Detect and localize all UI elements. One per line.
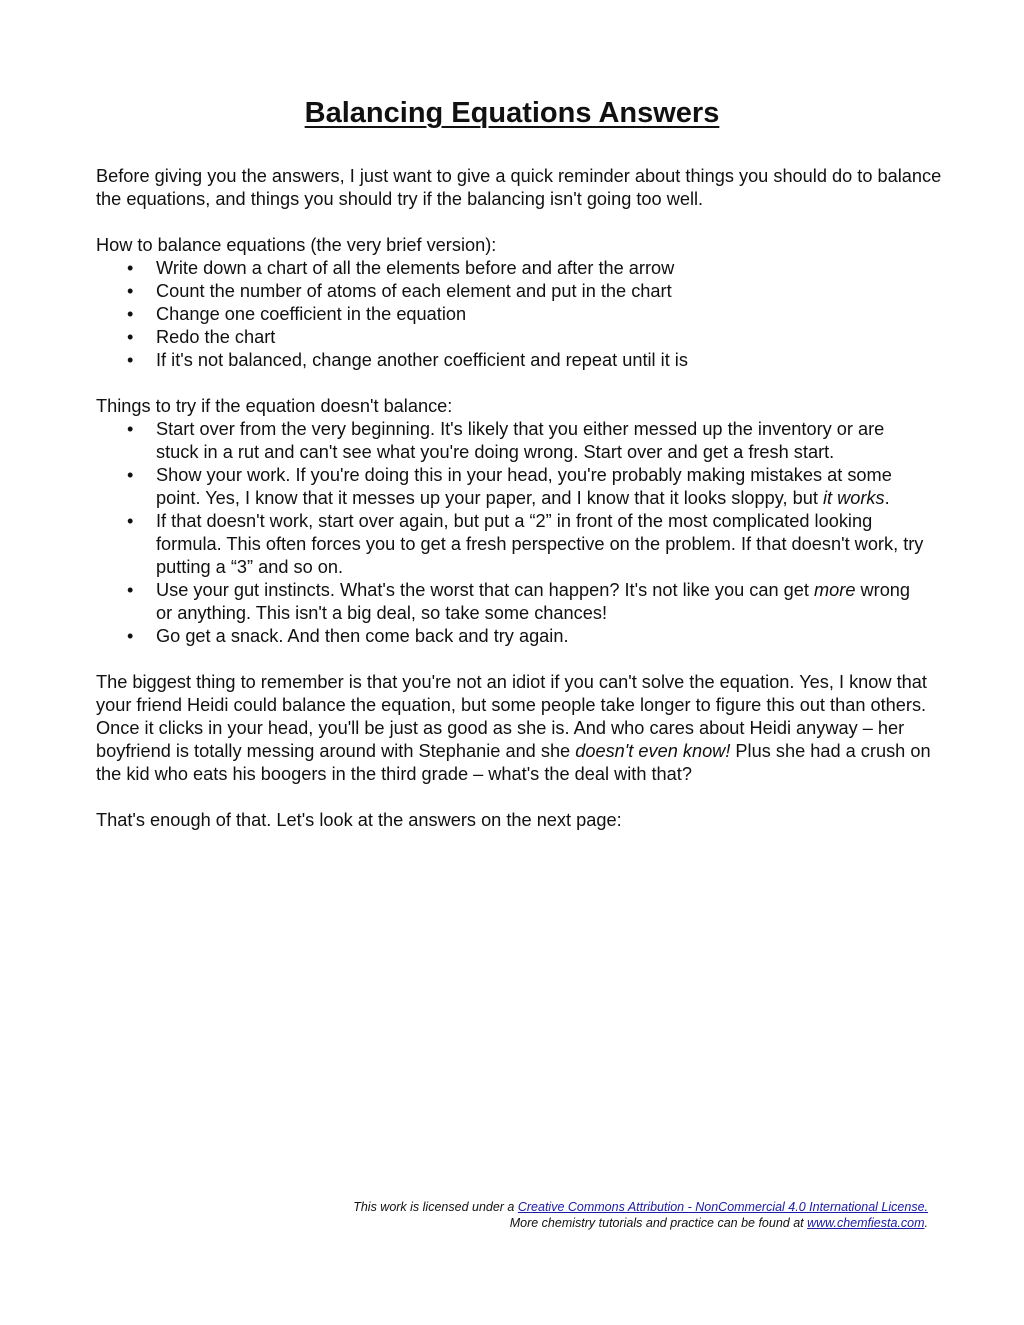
howto-item-text: Change one coefficient in the equation (156, 304, 467, 324)
closing-paragraph: That's enough of that. Let's look at the answers on the next page: (96, 810, 622, 830)
things-list-item (96, 510, 926, 579)
things-list (96, 418, 946, 648)
footer-line-site (353, 1215, 928, 1231)
things-list-item (96, 625, 926, 648)
document-body (96, 165, 946, 832)
things-item-text: wrong or anything. This isn't a big deal, so take some chances! (156, 580, 911, 623)
paragraph-text: The biggest thing to remember is that you're not an idiot if you can't solve the equation. Yes, I know that your friend Heidi could balance the equation, but some people take longer to figure this out than others. Once it clicks in your head, you'll be just as good as she is. And who cares about Heidi anyway – her boyfriend is totally messing around with Stephanie and she (96, 672, 927, 761)
howto-item-text: Redo the chart (156, 327, 276, 347)
howto-list-item (96, 349, 926, 372)
howto-list-item (96, 257, 926, 280)
footer-text: . (924, 1216, 928, 1230)
howto-item-text: Write down a chart of all the elements before and after the arrow (156, 258, 675, 278)
spacer (96, 648, 946, 671)
spacer (96, 372, 946, 395)
page-title: Balancing Equations Answers (304, 97, 720, 129)
spacer (96, 211, 946, 234)
license-link[interactable]: Creative Commons Attribution - NonCommercial 4.0 International License. (517, 1200, 928, 1214)
things-item-text: If that doesn't work, start over again, but put a “2” in front of the most complicated looking formula. This often forces you to get a fresh perspective on the problem. If that doesn't work, try putting a “3” and so on. (156, 511, 924, 577)
bullet-icon: • (127, 419, 134, 439)
things-list-item (96, 579, 926, 625)
things-list-item (96, 418, 926, 464)
emphasis-text: it works (822, 488, 885, 508)
emphasis-text: doesn't even know! (575, 741, 731, 761)
footer-text: This work is licensed under a (353, 1200, 518, 1214)
bullet-icon: • (127, 258, 134, 278)
howto-list (96, 257, 946, 372)
things-item-text: Show your work. If you're doing this in your head, you're probably making mistakes at some point. Yes, I know that it messes up your paper, and I know that it looks sloppy, but (156, 465, 892, 508)
bullet-icon: • (127, 580, 134, 600)
bullet-icon: • (127, 327, 134, 347)
things-item-text: Go get a snack. And then come back and try again. (156, 626, 569, 646)
things-item-text: Use your gut instincts. What's the worst that can happen? It's not like you can get (156, 580, 815, 600)
howto-list-item (96, 280, 926, 303)
emphasis-text: more (814, 580, 856, 600)
bullet-icon: • (127, 511, 134, 531)
howto-heading: How to balance equations (the very brief version): (96, 235, 497, 255)
bullet-icon: • (127, 350, 134, 370)
biggest-thing-paragraph (96, 671, 946, 786)
bullet-icon: • (127, 281, 134, 301)
howto-list-item (96, 303, 926, 326)
spacer (96, 786, 946, 809)
things-item-text: . (884, 488, 890, 508)
things-item-text: Start over from the very beginning. It's likely that you either messed up the inventory or are stuck in a rut and can't see what you're doing wrong. Start over and get a fresh start. (156, 419, 885, 462)
license-footer (353, 1199, 928, 1231)
howto-list-item (96, 326, 926, 349)
footer-line-license (353, 1199, 928, 1215)
bullet-icon: • (127, 626, 134, 646)
howto-item-text: Count the number of atoms of each element and put in the chart (156, 281, 672, 301)
intro-paragraph: Before giving you the answers, I just want to give a quick reminder about things you should do to balance the equations, and things you should try if the balancing isn't going too well. (96, 166, 942, 209)
things-heading: Things to try if the equation doesn't balance: (96, 396, 453, 416)
things-list-item (96, 464, 926, 510)
bullet-icon: • (127, 465, 134, 485)
paragraph-text: Plus she had a crush on the kid who eats his boogers in the third grade – what's the deal with that? (96, 741, 931, 784)
bullet-icon: • (127, 304, 134, 324)
chemfiesta-link[interactable]: www.chemfiesta.com (807, 1216, 925, 1230)
howto-item-text: If it's not balanced, change another coefficient and repeat until it is (156, 350, 688, 370)
footer-text: More chemistry tutorials and practice can be found at (509, 1216, 808, 1230)
